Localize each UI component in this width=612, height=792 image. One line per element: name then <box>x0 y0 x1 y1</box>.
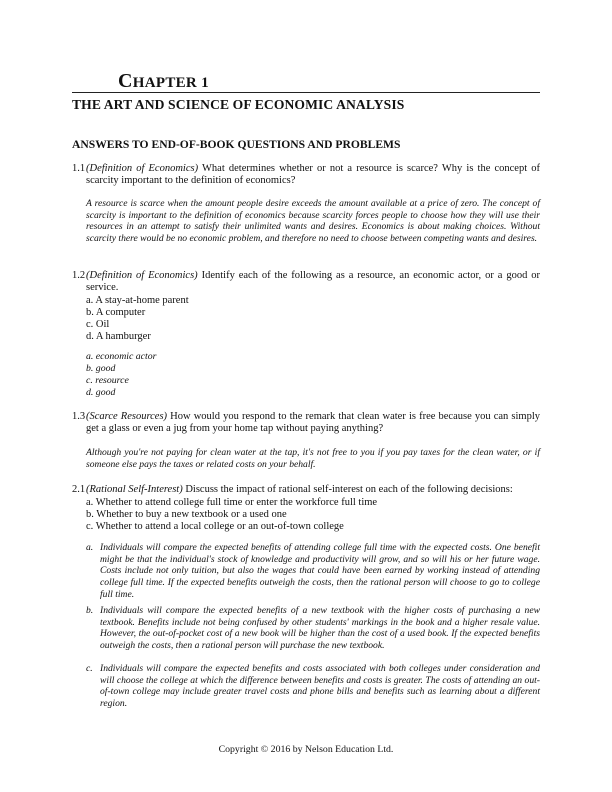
answer-2-1-c <box>86 663 540 710</box>
question-text: What determines whether or not a resource is scarce? Why is the concept of scarcity important to the definition of economics? <box>86 163 541 187</box>
question-2-1 <box>72 484 540 496</box>
list-item: d. A hamburger <box>86 331 151 342</box>
answer-text: Individuals will compare the expected benefits and costs associated with both colleges under consideration and will choose the college at which the difference between benefits and costs is greater. The costs of attending an out-of-town college may include greater travel costs and phone bills and benefits such as learning about a different region. <box>100 663 540 710</box>
question-number: 2.1 <box>72 484 86 495</box>
question-topic: (Scarce Resources) <box>86 411 168 422</box>
answer-1-3: Although you're not paying for clean water at the tap, it's not free to you if you pay taxes for the clean water, or if someone else pays the taxes or related costs on your behalf. <box>86 447 540 470</box>
question-topic: (Definition of Economics) <box>86 270 198 281</box>
question-1-2 <box>72 270 540 294</box>
answer-2-1-b <box>86 605 540 652</box>
answer-label: a. <box>86 542 94 553</box>
question-1-1 <box>72 163 540 187</box>
question-1-3 <box>72 411 540 435</box>
question-text: Discuss the impact of rational self-interest on each of the following decisions: <box>182 484 513 495</box>
chapter-title: THE ART AND SCIENCE OF ECONOMIC ANALYSIS <box>72 97 405 112</box>
heading-rule <box>72 92 540 93</box>
list-item: a. economic actor <box>86 351 157 362</box>
answer-text: Individuals will compare the expected benefits of attending college full time with the expected costs. One benefit might be that the individual's stock of knowledge and productivity will grow, and so will his or her future wage. Costs include not only tuition, but also the wages that could have been earned by working instead of attending college full time. If the expected benefits outweigh the costs, then the rational person will choose to go to college full time. <box>100 542 540 600</box>
answer-text: Individuals will compare the expected benefits of a new textbook with the higher costs of purchasing a new textbook. Benefits include not being confused by other students' markings in the book and a higher resale value. However, the out-of-pocket cost of a new book will be higher than the cost of a used book. If the expected benefits outweigh the costs, then a rational person will purchase the new textbook. <box>100 605 540 652</box>
question-1-2-items <box>86 295 189 343</box>
answer-2-1-a <box>86 542 540 601</box>
list-item: c. Oil <box>86 319 110 330</box>
list-item: b. A computer <box>86 307 146 318</box>
answer-label: b. <box>86 605 94 616</box>
question-topic: (Rational Self-Interest) <box>86 484 183 495</box>
list-item: b. good <box>86 363 116 374</box>
chapter-heading: CHAPTER 1 <box>118 70 209 92</box>
answer-label: c. <box>86 663 93 674</box>
list-item: c. resource <box>86 375 129 386</box>
list-item: d. good <box>86 387 116 398</box>
section-heading: ANSWERS TO END-OF-BOOK QUESTIONS AND PROBLEMS <box>72 138 401 151</box>
question-text: How would you respond to the remark that clean water is free because you can simply get a glass or even a jug from your home tap without paying anything? <box>86 411 540 435</box>
list-item: b. Whether to buy a new textbook or a used one <box>86 509 287 520</box>
question-2-1-items <box>86 497 377 533</box>
question-topic: (Definition of Economics) <box>86 163 199 174</box>
list-item: c. Whether to attend a local college or an out-of-town college <box>86 521 344 532</box>
list-item: a. A stay-at-home parent <box>86 295 189 306</box>
question-number: 1.2 <box>72 270 86 281</box>
copyright-footer: Copyright © 2016 by Nelson Education Ltd. <box>218 744 394 755</box>
answer-1-1: A resource is scarce when the amount people desire exceeds the amount available at a price of zero. The concept of scarcity is important to the definition of economics because scarcity forces people to choose how they will use their resources in an attempt to satisfy their unlimited wants and desires. Economics is about making choices. Without scarcity there would be no economic problem, and therefore no need to choose between competing wants and desires. <box>86 198 540 245</box>
question-number: 1.1 <box>72 163 86 174</box>
question-number: 1.3 <box>72 411 86 422</box>
question-text: Identify each of the following as a resource, an economic actor, or a good or service. <box>86 270 540 294</box>
answer-1-2 <box>86 351 156 399</box>
list-item: a. Whether to attend college full time or enter the workforce full time <box>86 497 378 508</box>
